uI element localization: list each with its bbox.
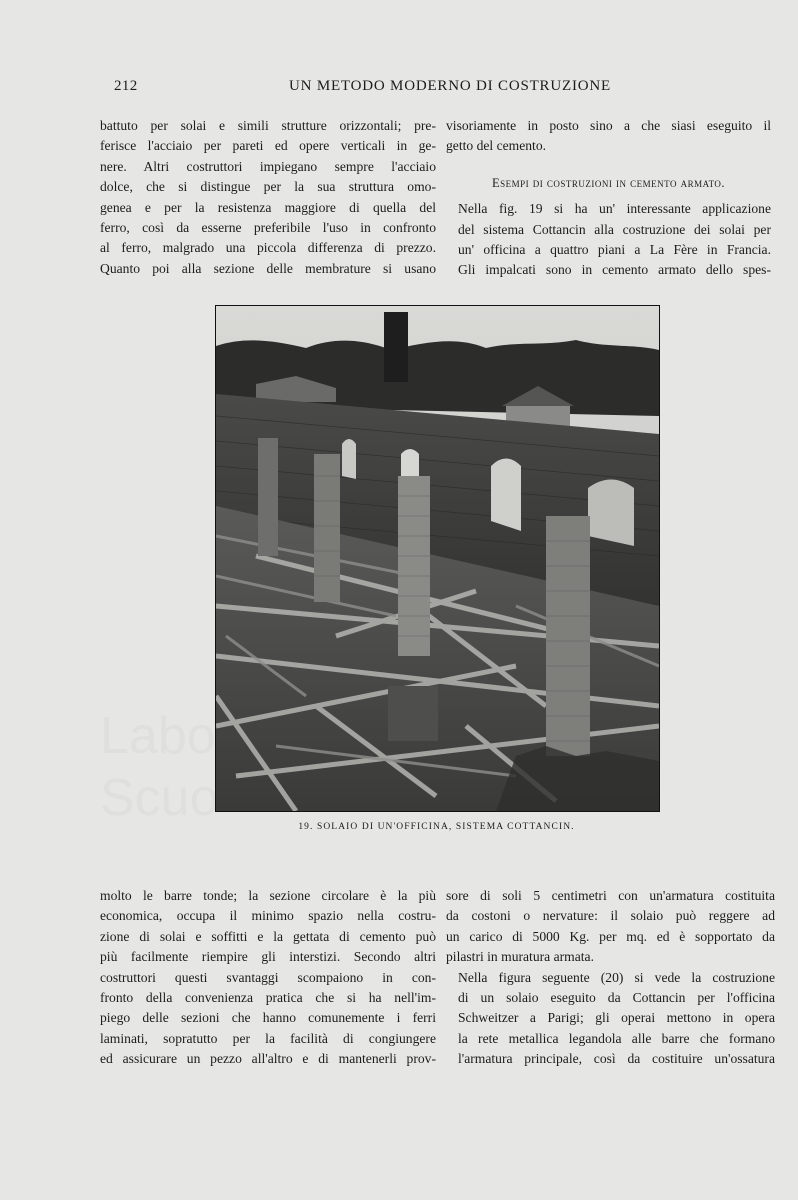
running-title: UN METODO MODERNO DI COSTRUZIONE <box>289 78 611 94</box>
section-heading-text: Esempi di costruzioni in cemento armato. <box>491 175 726 190</box>
text-line: piego delle sezioni che hanno comunemente i ferri <box>100 1010 436 1026</box>
page-number: 212 <box>114 78 138 94</box>
top-left-column <box>100 116 436 279</box>
page-header <box>100 78 772 100</box>
text-line: economica, occupa il minimo spazio nella costru- <box>100 908 436 924</box>
text-line: ed assicurare un pezzo all'altro e di mantenerli prov- <box>100 1051 436 1067</box>
library-watermark: Labo Scuo <box>100 707 219 827</box>
paragraph <box>446 968 775 1070</box>
bottom-left-column <box>100 886 436 1070</box>
paragraph <box>100 886 436 1070</box>
text-line: fronto della convenienza pratica che si ha nell'im- <box>100 990 436 1006</box>
construction-photo-illustration <box>216 306 659 811</box>
text-line: Gli impalcati sono in cemento armato dello spes- <box>458 262 771 278</box>
paragraph <box>446 199 771 281</box>
text-line: getto del cemento. <box>446 138 547 154</box>
text-line: nere. Altri costruttori impiegano sempre l'acciaio <box>100 158 436 174</box>
figure-caption: 19. SOLAIO DI UN'OFFICINA, SISTEMA COTTANCIN. <box>298 822 575 832</box>
text-line: da costoni o nervature: il solaio può reggere ad <box>446 908 775 924</box>
text-line: di un solaio eseguito da Cottancin per l'officina <box>458 990 775 1006</box>
bottom-right-column <box>446 886 775 1070</box>
text-line: più facilmente riempire gli interstizi. Secondo altri <box>100 949 436 965</box>
text-line: laminati, sopratutto per la facilità di congiungere <box>100 1030 436 1046</box>
text-line: la rete metallica legandola alle barre che formano <box>458 1030 775 1046</box>
figure-photo <box>215 305 660 812</box>
paragraph <box>446 116 771 157</box>
paragraph <box>100 116 436 279</box>
top-right-column <box>446 116 771 281</box>
text-line: pilastri in muratura armata. <box>446 949 594 965</box>
text-line: Nella fig. 19 si ha un' interessante applicazione <box>458 201 771 217</box>
text-line: l'armatura principale, così da costituire un'ossatura <box>458 1051 775 1067</box>
text-line: del sistema Cottancin alla costruzione dei solai per <box>458 221 771 237</box>
text-line: al ferro, malgrado una piccola differenza di prezzo. <box>100 240 436 256</box>
text-line: un' officina a quattro piani a La Fère in Francia. <box>458 242 771 258</box>
text-line: battuto per solai e simili strutture orizzontali; pre- <box>100 118 436 133</box>
text-line: dolce, che si distingue per la sua struttura omo- <box>100 179 436 195</box>
text-line: costruttori questi svantaggi scompaiono in con- <box>100 969 436 985</box>
text-line: ferisce l'acciaio per pareti ed opere verticali in ge- <box>100 138 436 154</box>
text-line: Quanto poi alla sezione delle membrature si usano <box>100 260 436 276</box>
text-line: sore di soli 5 centimetri con un'armatura costituita <box>446 888 775 903</box>
text-line: genea e per la resistenza maggiore di quella del <box>100 199 436 215</box>
section-heading <box>446 173 771 193</box>
text-line: visoriamente in posto sino a che siasi eseguito il <box>446 118 771 133</box>
paragraph <box>446 886 775 968</box>
text-line: Schweitzer a Parigi; gli operai mettono in opera <box>458 1010 775 1026</box>
text-line: ferro, così da esserne preferibile l'uso in confronto <box>100 220 436 236</box>
text-line: un carico di 5000 Kg. per mq. ed è sopportato da <box>446 928 775 944</box>
text-line: zione di solai e soffitti e la gettata di cemento può <box>100 928 436 944</box>
text-line: Nella figura seguente (20) si vede la costruzione <box>458 969 775 985</box>
text-line: molto le barre tonde; la sezione circolare è la più <box>100 888 436 903</box>
